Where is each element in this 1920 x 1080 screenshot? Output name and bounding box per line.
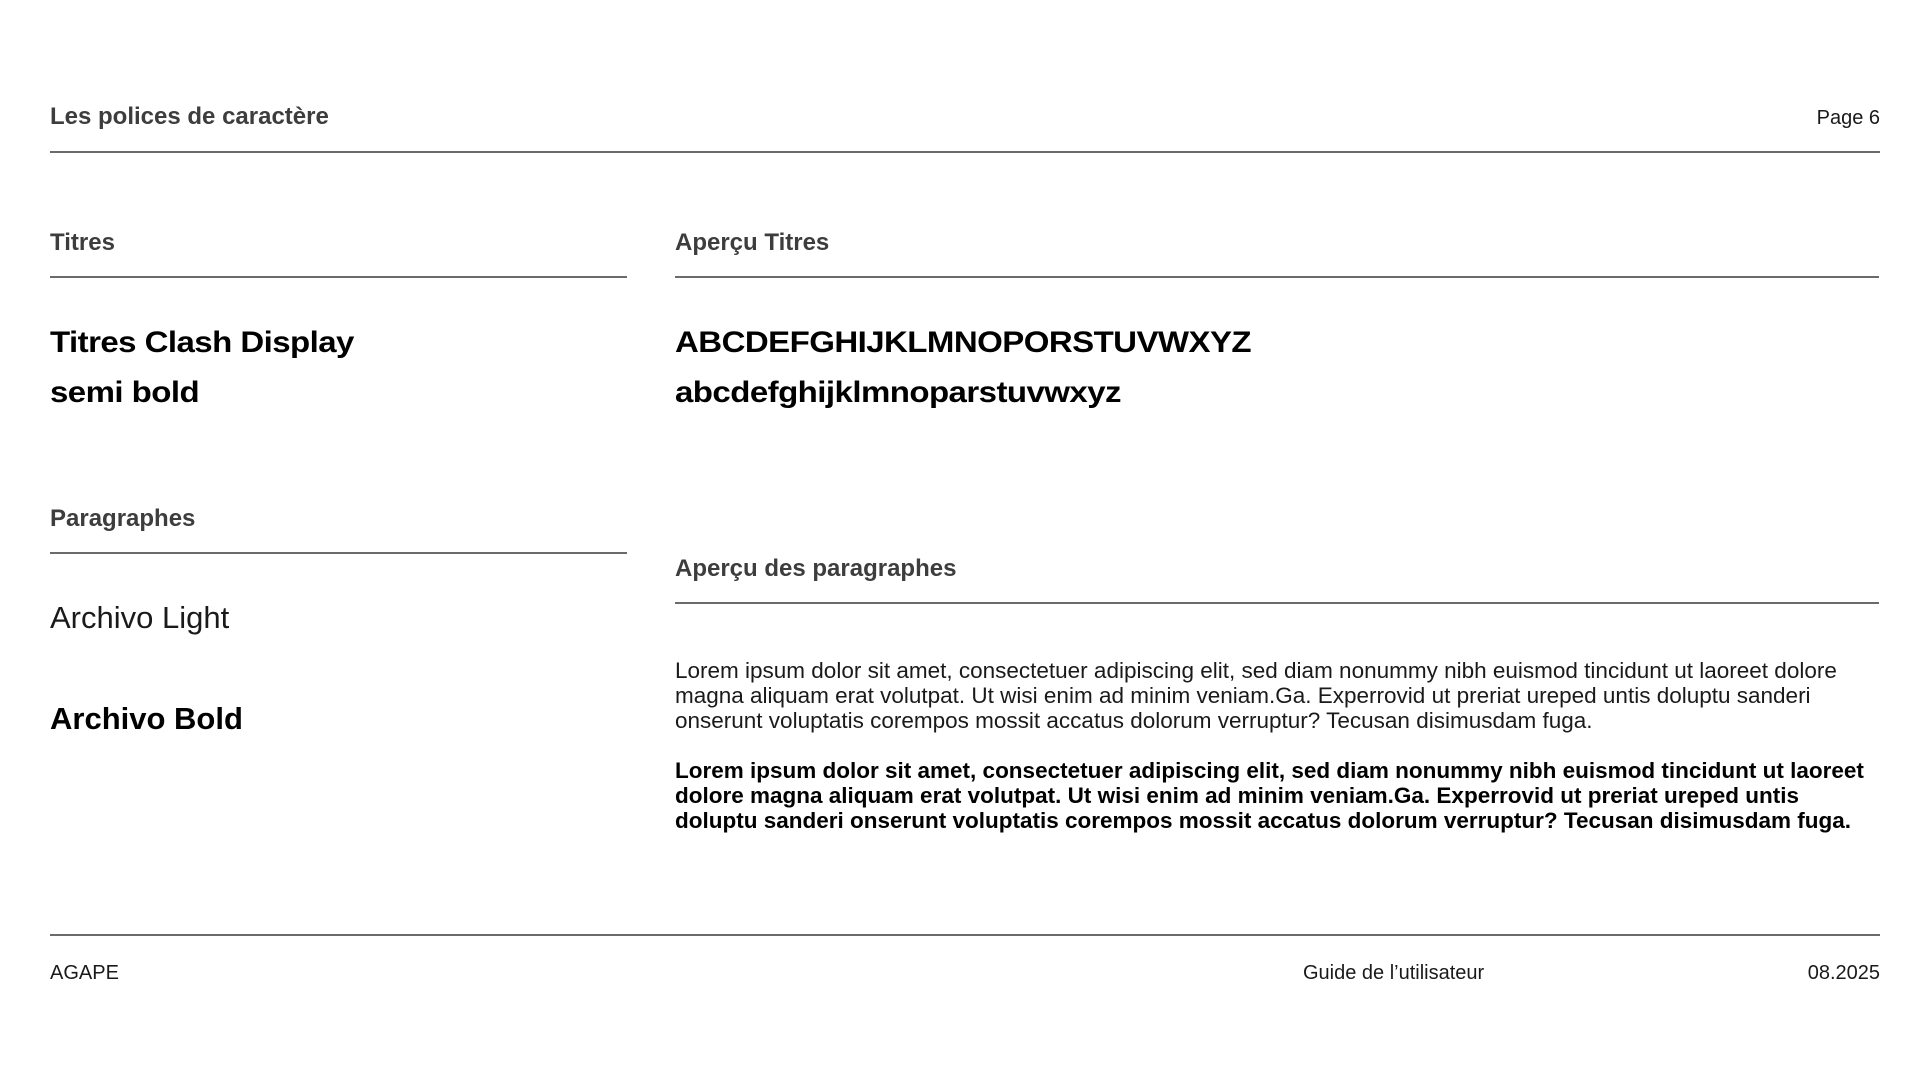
archivo-light-label: Archivo Light xyxy=(50,600,230,635)
footer-date: 08.2025 xyxy=(1807,962,1880,984)
light-paragraph-sample: Lorem ipsum dolor sit amet, consectetuer adipiscing elit, sed diam nonummy nibh euismod tincidunt ut laoreet dolore magna aliquam erat volutpat. Ut wisi enim ad minim veniam.Ga. Experrovid ut preriat ureped untis doluptu sanderi onserunt voluptatis corempos mossit accatus dolorum verruptur? Tecusan disimusdam fuga. xyxy=(675,658,1837,733)
bold-paragraph-sample: Lorem ipsum dolor sit amet, consectetuer adipiscing elit, sed diam nonummy nibh euismod tincidunt ut laoreet dolore magna aliquam erat volutpat. Ut wisi enim ad minim veniam.Ga. Experrovid ut preriat ureped untis doluptu sanderi onserunt voluptatis corempos mossit accatus dolorum verruptur? Tecusan disimusdam fuga. xyxy=(675,758,1864,833)
footer-brand: AGAPE xyxy=(50,962,119,984)
uppercase-alphabet-sample: ABCDEFGHIJKLMNOPORSTUVWXYZ xyxy=(675,326,1252,359)
titles-section-heading: Titres xyxy=(50,229,115,256)
paragraphs-section-heading: Paragraphes xyxy=(50,505,196,532)
page-title: Les polices de caractère xyxy=(50,103,329,130)
page-number: Page 6 xyxy=(1816,107,1880,129)
header-divider xyxy=(50,151,1880,153)
archivo-bold-label: Archivo Bold xyxy=(50,701,243,736)
titles-font-weight: semi bold xyxy=(50,376,200,409)
titles-section-divider xyxy=(50,276,627,278)
paragraphs-preview-divider xyxy=(675,602,1879,604)
footer-document-title: Guide de l’utilisateur xyxy=(1303,962,1485,984)
footer-divider xyxy=(50,934,1880,936)
titles-preview-divider xyxy=(675,276,1879,278)
lowercase-alphabet-sample: abcdefghijklmnoparstuvwxyz xyxy=(675,376,1121,409)
paragraphs-section-divider xyxy=(50,552,627,554)
titles-font-name: Titres Clash Display xyxy=(50,326,354,359)
paragraphs-preview-heading: Aperçu des paragraphes xyxy=(675,555,957,582)
titles-preview-heading: Aperçu Titres xyxy=(675,229,830,256)
